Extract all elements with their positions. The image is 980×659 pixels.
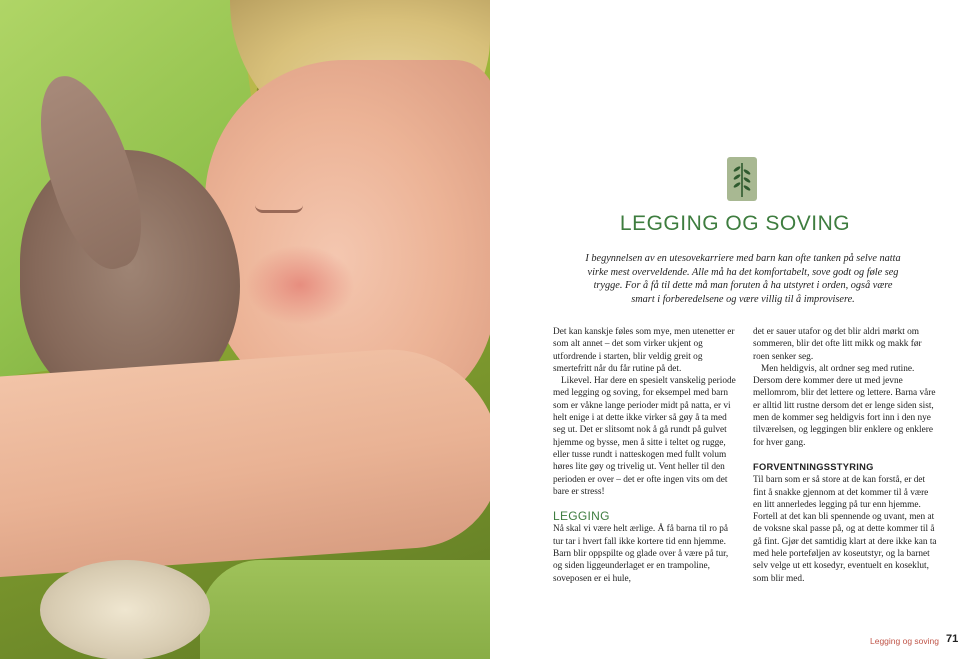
leaf-branch-icon xyxy=(727,157,757,201)
column-right xyxy=(753,326,938,585)
text-page xyxy=(490,0,980,659)
column-left xyxy=(553,326,738,585)
paragraph: Likevel. Har dere en spesielt vanskelig periode med legging og soving, for eksempel med barn som er våkne lange perioder midt på natta, er vi helt enige i at dette ikke virker så gøy å ta med seg ut. Det er slitsomt nok å gå rundt på gulvet hjemme og bysse, men å sitte i teltet og rugge, eller tusse rundt i natteskogen med fullt volum høres lite gøy og trivelig ut. Vent heller til den perioden er over – det er ofte ingen vits om det bare er stress! xyxy=(553,376,736,497)
paragraph: Nå skal vi være helt ærlige. Å få barna til ro på tur tar i hvert fall ikke kortere tid enn hjemme. Barn blir oppspilte og glade over å være på tur, og siden liggeunderlaget er en trampoline, soveposen er ei hule, xyxy=(553,524,729,584)
paragraph: Til barn som er så store at de kan forstå, er det fint å snakke gjennom at det kommer til å være en litt annerledes legging på tur enn hjemme. Fortell at det kan bli spennende og uvant, men at de voksne skal passe på, og at dette kommer til å gå fint. Gjør det samtidig klart at dere ikke kan ta med hele porteføljen av koseutstyr, og la barnet selv velge ut ett kosedyr, eventuelt en koseklut, som blir med. xyxy=(753,475,937,584)
child-cheek xyxy=(245,245,355,325)
paragraph: det er sauer utafor og det blir aldri mørkt om sommeren, blir det ofte litt mikk og makk før roen senker seg. xyxy=(753,327,922,362)
paragraph: Men heldigvis, alt ordner seg med rutine. Dersom dere kommer dere ut med jevne mellomrom, blir det lettere og lettere. Barna våre er alltid litt rustne dersom det er lenge siden sist, men de kommer seg heldigvis fort inn i den nye tilværelsen, og leggingen blir enklere og enklere for hver gang. xyxy=(753,363,936,448)
child-arm xyxy=(0,342,490,578)
green-sheet xyxy=(200,560,490,659)
page-number: 71 xyxy=(946,633,959,645)
running-footer: Legging og soving xyxy=(870,636,940,646)
section-heading-legging: LEGGING xyxy=(553,509,610,524)
sheepskin xyxy=(40,560,210,659)
paragraph: Det kan kanskje føles som mye, men utenetter er som alt annet – det som virker ukjent og utfordrende i starten, blir veldig greit og smertefritt når du får rutine på det. xyxy=(553,327,735,374)
section-heading-forventningsstyring: FORVENTNINGSSTYRING xyxy=(753,461,874,472)
intro-paragraph: I begynnelsen av en utesovekarriere med barn kan ofte tanken på selve natta virke mest overveldende. Alle må ha det komfortabelt, sove godt og føle seg trygge. For å få til dette må man foruten å ha utstyret i orden, også være smart i forberedelsene og være villig til å improvisere. xyxy=(585,253,901,305)
closed-eye xyxy=(255,205,303,213)
chapter-title: LEGGING OG SOVING xyxy=(619,212,851,235)
